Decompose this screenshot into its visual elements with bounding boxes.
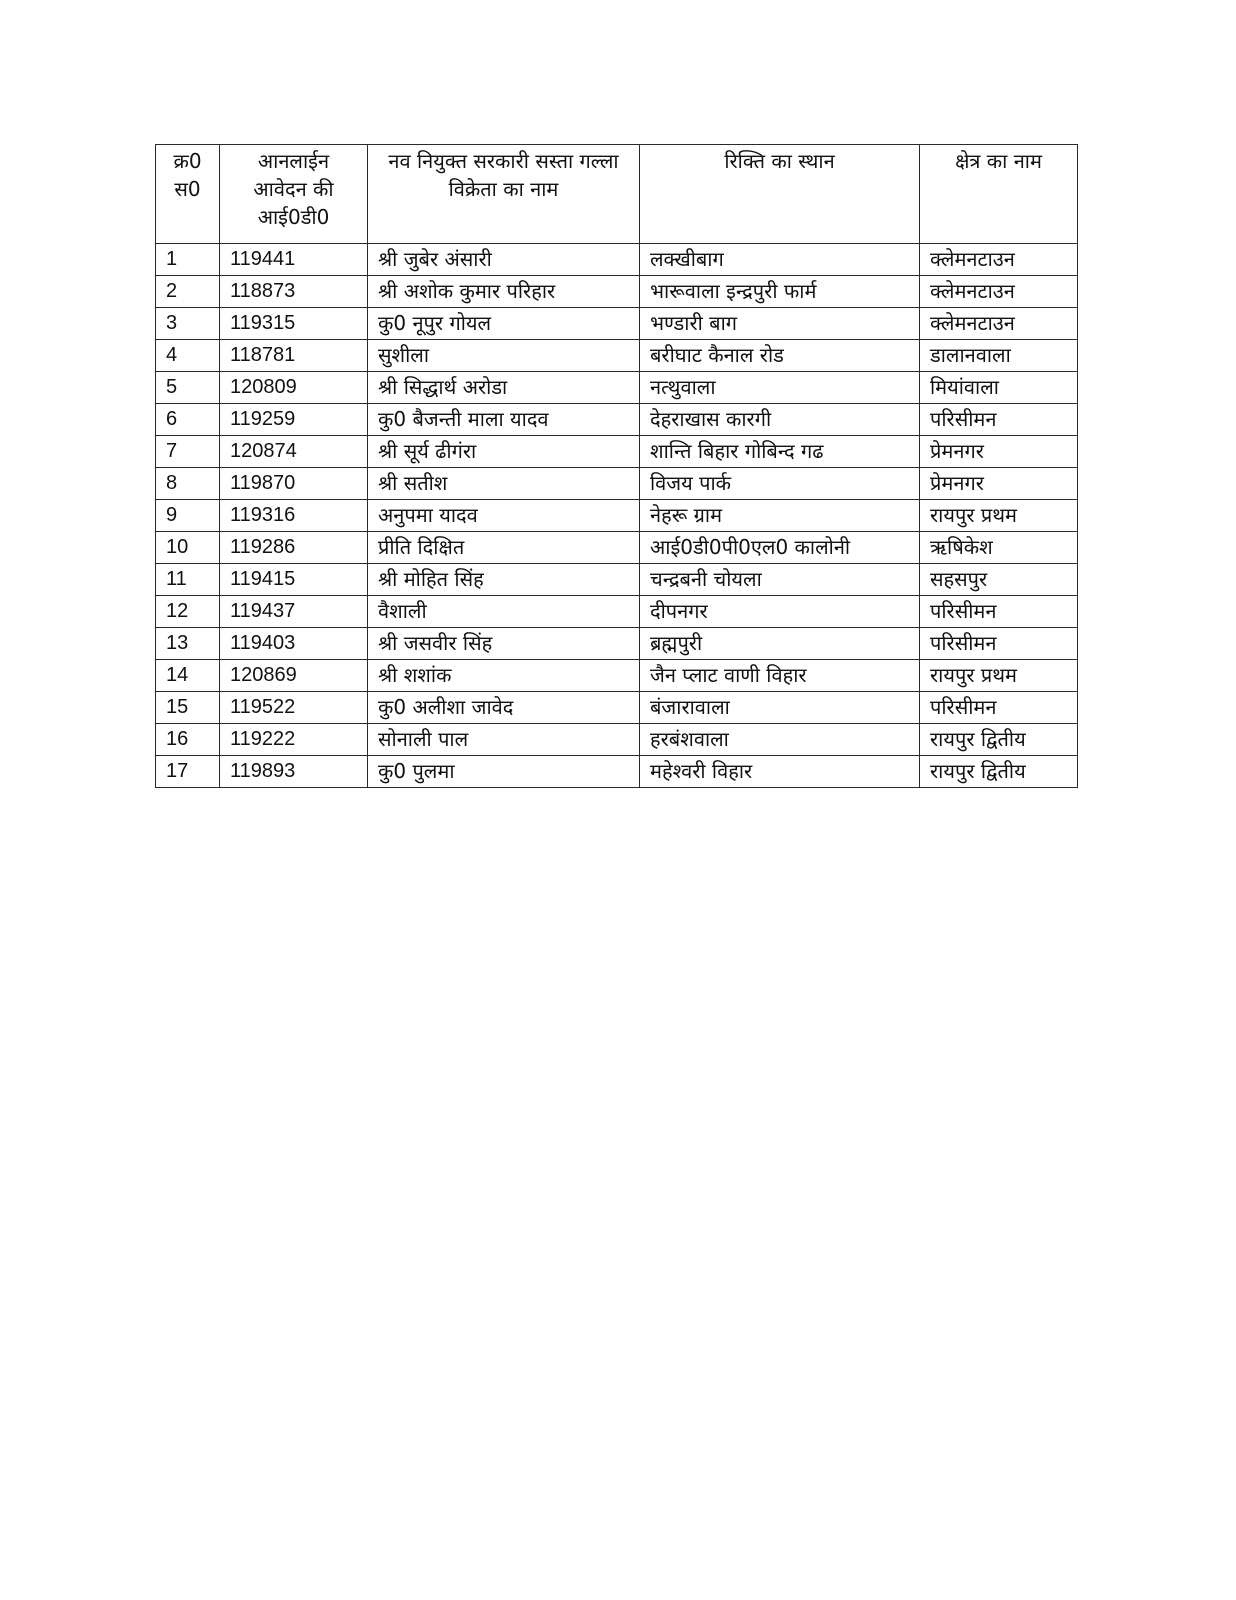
- cell-application-id: 119286: [220, 532, 368, 564]
- cell-serial: 9: [156, 500, 220, 532]
- cell-area-name: डालानवाला: [920, 340, 1078, 372]
- header-row: [156, 145, 1078, 244]
- cell-dealer-name: श्री जसवीर सिंह: [368, 628, 640, 660]
- cell-area-name: सहसपुर: [920, 564, 1078, 596]
- cell-area-name: क्लेमनटाउन: [920, 244, 1078, 276]
- table-row: [156, 404, 1078, 436]
- cell-area-name: परिसीमन: [920, 628, 1078, 660]
- cell-dealer-name: सोनाली पाल: [368, 724, 640, 756]
- cell-dealer-name: वैशाली: [368, 596, 640, 628]
- cell-vacancy-location: शान्ति बिहार गोबिन्द गढ: [640, 436, 920, 468]
- cell-serial: 8: [156, 468, 220, 500]
- cell-vacancy-location: ब्रह्मपुरी: [640, 628, 920, 660]
- cell-application-id: 118781: [220, 340, 368, 372]
- table-row: [156, 244, 1078, 276]
- cell-serial: 13: [156, 628, 220, 660]
- cell-application-id: 119403: [220, 628, 368, 660]
- cell-dealer-name: श्री अशोक कुमार परिहार: [368, 276, 640, 308]
- cell-serial: 16: [156, 724, 220, 756]
- cell-application-id: 118873: [220, 276, 368, 308]
- cell-area-name: परिसीमन: [920, 404, 1078, 436]
- cell-area-name: रायपुर द्वितीय: [920, 724, 1078, 756]
- cell-dealer-name: कु0 नूपुर गोयल: [368, 308, 640, 340]
- table-row: [156, 628, 1078, 660]
- cell-serial: 2: [156, 276, 220, 308]
- cell-area-name: मियांवाला: [920, 372, 1078, 404]
- cell-application-id: 119870: [220, 468, 368, 500]
- cell-vacancy-location: नेहरू ग्राम: [640, 500, 920, 532]
- cell-dealer-name: कु0 अलीशा जावेद: [368, 692, 640, 724]
- cell-vacancy-location: भण्डारी बाग: [640, 308, 920, 340]
- cell-application-id: 119893: [220, 756, 368, 788]
- cell-serial: 1: [156, 244, 220, 276]
- table-row: [156, 308, 1078, 340]
- cell-serial: 3: [156, 308, 220, 340]
- table-row: [156, 372, 1078, 404]
- cell-vacancy-location: भारूवाला इन्द्रपुरी फार्म: [640, 276, 920, 308]
- cell-serial: 6: [156, 404, 220, 436]
- cell-vacancy-location: देहराखास कारगी: [640, 404, 920, 436]
- cell-area-name: क्लेमनटाउन: [920, 276, 1078, 308]
- cell-vacancy-location: चन्द्रबनी चोयला: [640, 564, 920, 596]
- cell-application-id: 120874: [220, 436, 368, 468]
- table-row: [156, 436, 1078, 468]
- cell-vacancy-location: बरीघाट कैनाल रोड: [640, 340, 920, 372]
- cell-area-name: रायपुर प्रथम: [920, 660, 1078, 692]
- cell-application-id: 119441: [220, 244, 368, 276]
- cell-vacancy-location: दीपनगर: [640, 596, 920, 628]
- cell-serial: 7: [156, 436, 220, 468]
- cell-dealer-name: कु0 पुलमा: [368, 756, 640, 788]
- table-row: [156, 340, 1078, 372]
- table-row: [156, 660, 1078, 692]
- cell-serial: 4: [156, 340, 220, 372]
- table-row: [156, 532, 1078, 564]
- cell-dealer-name: श्री जुबेर अंसारी: [368, 244, 640, 276]
- cell-application-id: 119437: [220, 596, 368, 628]
- header-serial: क्र0 स0: [156, 145, 220, 244]
- header-dealer-name: नव नियुक्त सरकारी सस्ता गल्ला विक्रेता का नाम: [368, 145, 640, 244]
- cell-application-id: 119316: [220, 500, 368, 532]
- cell-vacancy-location: लक्खीबाग: [640, 244, 920, 276]
- cell-area-name: प्रेमनगर: [920, 468, 1078, 500]
- table-row: [156, 276, 1078, 308]
- cell-area-name: रायपुर प्रथम: [920, 500, 1078, 532]
- cell-dealer-name: श्री मोहित सिंह: [368, 564, 640, 596]
- cell-dealer-name: श्री शशांक: [368, 660, 640, 692]
- cell-dealer-name: अनुपमा यादव: [368, 500, 640, 532]
- cell-area-name: रायपुर द्वितीय: [920, 756, 1078, 788]
- table-row: [156, 596, 1078, 628]
- cell-area-name: परिसीमन: [920, 692, 1078, 724]
- cell-area-name: ऋषिकेश: [920, 532, 1078, 564]
- cell-dealer-name: श्री सूर्य ढीगंरा: [368, 436, 640, 468]
- cell-serial: 10: [156, 532, 220, 564]
- table-row: [156, 468, 1078, 500]
- cell-serial: 11: [156, 564, 220, 596]
- header-area-name: क्षेत्र का नाम: [920, 145, 1078, 244]
- cell-dealer-name: श्री सिद्धार्थ अरोडा: [368, 372, 640, 404]
- cell-dealer-name: श्री सतीश: [368, 468, 640, 500]
- cell-serial: 12: [156, 596, 220, 628]
- table-row: [156, 756, 1078, 788]
- cell-vacancy-location: जैन प्लाट वाणी विहार: [640, 660, 920, 692]
- cell-dealer-name: कु0 बैजन्ती माला यादव: [368, 404, 640, 436]
- cell-serial: 15: [156, 692, 220, 724]
- cell-application-id: 119415: [220, 564, 368, 596]
- cell-area-name: परिसीमन: [920, 596, 1078, 628]
- table-row: [156, 564, 1078, 596]
- cell-serial: 5: [156, 372, 220, 404]
- table-header: [156, 145, 1078, 244]
- header-application-id: आनलाईन आवेदन की आई0डी0: [220, 145, 368, 244]
- cell-application-id: 119315: [220, 308, 368, 340]
- table-body: [156, 244, 1078, 788]
- cell-vacancy-location: हरबंशवाला: [640, 724, 920, 756]
- cell-application-id: 119522: [220, 692, 368, 724]
- table-row: [156, 692, 1078, 724]
- cell-dealer-name: सुशीला: [368, 340, 640, 372]
- cell-application-id: 120869: [220, 660, 368, 692]
- table-row: [156, 724, 1078, 756]
- cell-dealer-name: प्रीति दिक्षित: [368, 532, 640, 564]
- cell-area-name: प्रेमनगर: [920, 436, 1078, 468]
- cell-application-id: 120809: [220, 372, 368, 404]
- cell-vacancy-location: बंजारावाला: [640, 692, 920, 724]
- cell-vacancy-location: नत्थुवाला: [640, 372, 920, 404]
- cell-application-id: 119222: [220, 724, 368, 756]
- table-row: [156, 500, 1078, 532]
- cell-serial: 17: [156, 756, 220, 788]
- header-vacancy-location: रिक्ति का स्थान: [640, 145, 920, 244]
- cell-area-name: क्लेमनटाउन: [920, 308, 1078, 340]
- cell-vacancy-location: आई0डी0पी0एल0 कालोनी: [640, 532, 920, 564]
- cell-vacancy-location: महेश्वरी विहार: [640, 756, 920, 788]
- cell-application-id: 119259: [220, 404, 368, 436]
- cell-vacancy-location: विजय पार्क: [640, 468, 920, 500]
- cell-serial: 14: [156, 660, 220, 692]
- dealer-allotment-table: [155, 144, 1078, 788]
